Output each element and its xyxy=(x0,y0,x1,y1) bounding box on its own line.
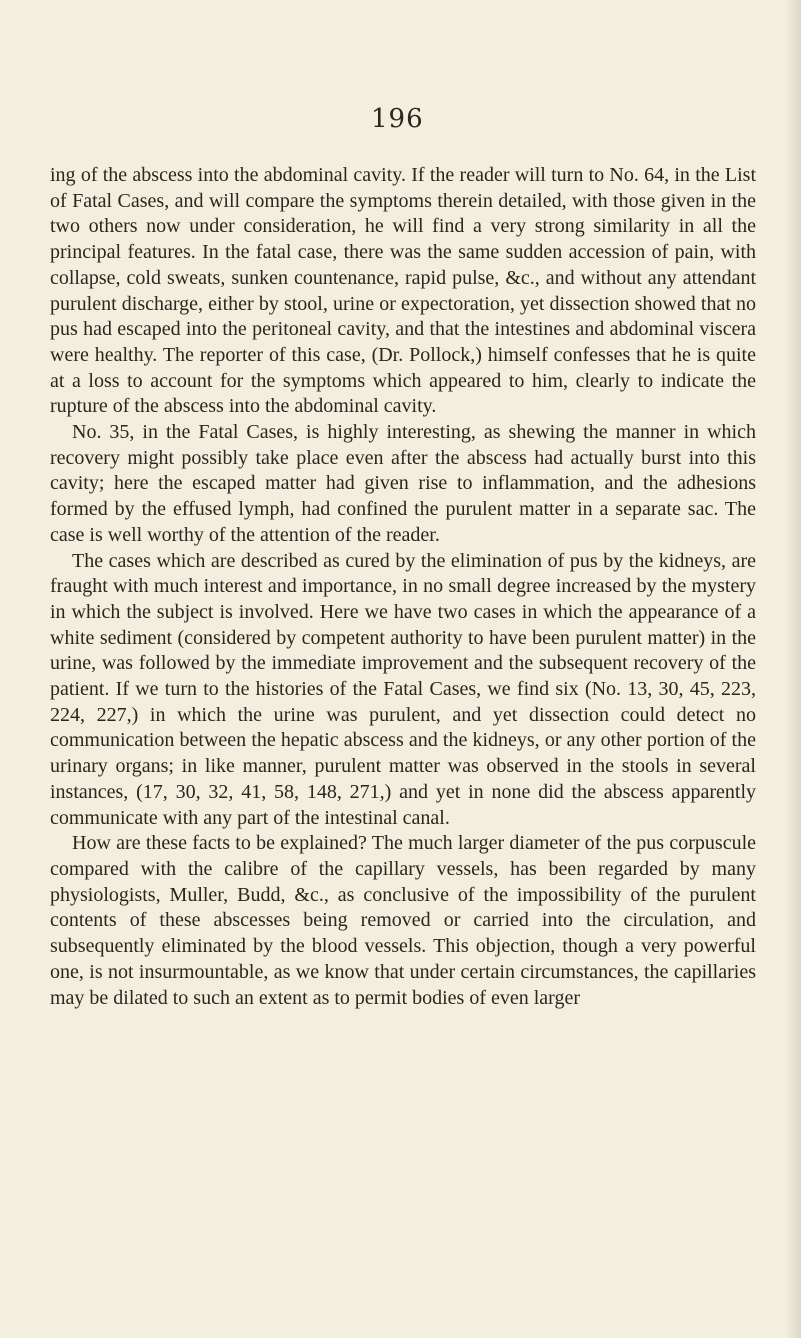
page-number: 196 xyxy=(371,104,424,134)
paragraph-3: The cases which are described as cured by the elimination of pus by the kidneys, are fraught with much interest and importance, in no small degree increased by the mystery in which the subject is involved. Here we have two cases in which the appearance of a white sediment (considered by competent authority to have been purulent matter) in the urine, was followed by the immediate improvement and the subsequent recovery of the patient. If we turn to the histories of the Fatal Cases, we find six (No. 13, 30, 45, 223, 224, 227,) in which the urine was purulent, and yet dissection could detect no communication between the hepatic abscess and the kidneys, or any other portion of the urinary organs; in like manner, purulent matter was observed in the stools in several instances, (17, 30, 32, 41, 58, 148, 271,) and yet in none did the abscess apparently communicate with any part of the intestinal canal. xyxy=(50,549,756,829)
paragraph-1: ing of the abscess into the abdominal cavity. If the reader will turn to No. 64, in the List of Fatal Cases, and will compare the symptoms therein detailed, with those given in the two others now under consideration, he will find a very strong similarity in all the principal features. In the fatal case, there was the same sudden accession of pain, with collapse, cold sweats, sunken countenance, rapid pulse, &c., and without any attendant purulent discharge, either by stool, urine or expectoration, yet dissection showed that no pus had escaped into the peritoneal cavity, and that the intestines and abdominal viscera were healthy. The reporter of this case, (Dr. Pollock,) himself confesses that he is quite at a loss to account for the symptoms which appeared to him, clearly to indicate the rupture of the abscess into the abdominal cavity. xyxy=(50,164,756,418)
paragraph-4: How are these facts to be explained? The much larger diameter of the pus corpuscule compared with the calibre of the capillary vessels, has been regarded by many physiologists, Muller, Budd, &c., as conclusive of the impossibility of the purulent contents of these abscesses being removed or carried into the circulation, and subsequently eliminated by the blood vessels. This objection, though a very powerful one, is not insurmountable, as we know that under certain circumstances, the capillaries may be dilated to such an extent as to permit bodies of even larger xyxy=(50,832,756,1009)
page-edge-shadow xyxy=(785,0,801,1338)
paragraph-2: No. 35, in the Fatal Cases, is highly interesting, as shewing the manner in which recovery might possibly take place even after the abscess had actually burst into this cavity; here the escaped matter had given rise to inflammation, and the adhesions formed by the effused lymph, had confined the purulent matter in a separate sac. The case is well worthy of the attention of the reader. xyxy=(50,421,756,546)
body-text xyxy=(50,163,756,1011)
